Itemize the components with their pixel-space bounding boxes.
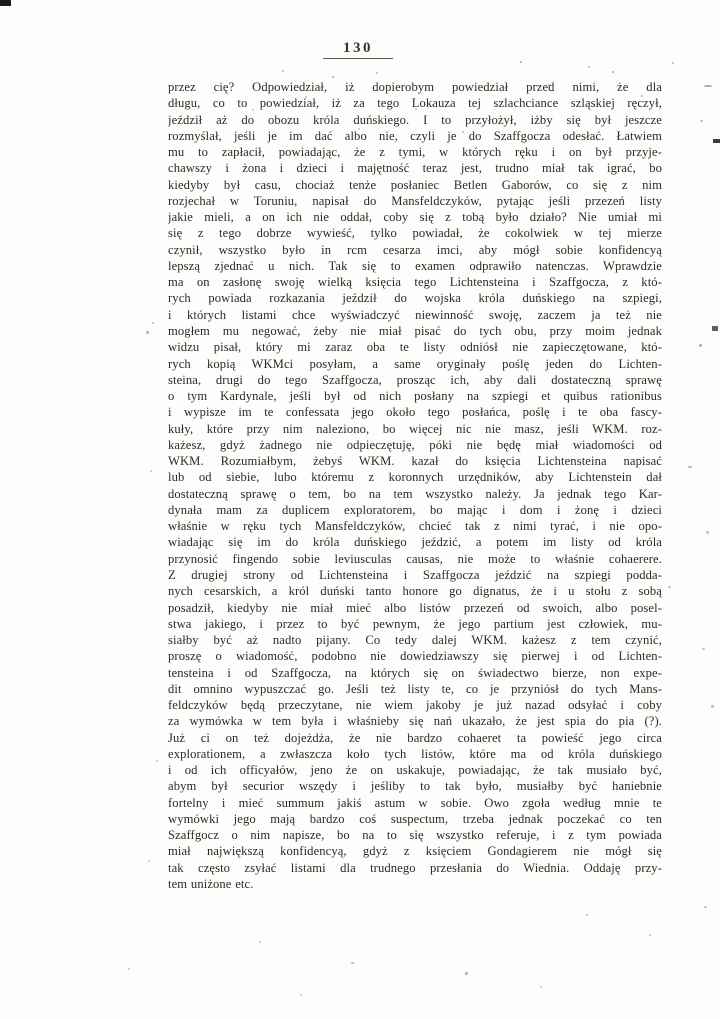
text-line: steina, drugi do tego Szaffgocza, prosząc ich, aby dali dostateczną sprawę xyxy=(168,372,662,387)
scan-speck xyxy=(152,322,154,324)
text-line: i od ich officyałów, jeno że on uskakuje, powiadając, że tak musiało być, xyxy=(168,763,662,778)
text-line: explorationem, a zwłaszcza koło tych listów, które ma od króla duńskiego xyxy=(168,746,662,761)
text-line: za wymówka w tem była i właśnieby się nań ukazało, że jest spia do pia (?). xyxy=(168,714,662,729)
scan-speck xyxy=(128,968,130,970)
text-line: i których listami chce wyświadczyć niewinność swoję, zaczem ja też nie xyxy=(168,307,662,322)
text-line: Szaffgocz o nim napisze, bo na to się wszystko referuje, i z tym powiada xyxy=(168,828,662,843)
scan-speck xyxy=(300,994,302,996)
scan-speck xyxy=(712,326,718,331)
scan-speck xyxy=(612,71,614,73)
text-line: widzu pisał, który mi zaraz oba te listy odniósł nie zapieczętowane, któ- xyxy=(168,340,662,355)
scan-speck xyxy=(704,906,707,908)
text-line: o tym Kardynale, jeśli był od nich posłany na szpiegi et quibus rationibus xyxy=(168,389,662,404)
text-line: każesz, gdyż żadnego nie odpieczętuję, póki nie będę miał wiadomości od xyxy=(168,437,662,452)
scan-speck xyxy=(706,531,709,534)
text-line: stwa jakiego, i przez to być pewnym, że jego partium jest człowiek, mu- xyxy=(168,616,662,631)
text-line: wymówki jego mają bardzo coś suspectum, trzeba jednak poczekać co ten xyxy=(168,811,662,826)
text-line: tem uniżone etc. xyxy=(168,877,254,892)
scan-speck xyxy=(148,860,150,862)
text-line: nych cesarskich, a król duński tanto honore go dignatus, że i u stołu z sobą xyxy=(168,584,662,599)
text-line: proszę o wiadomość, podobno nie dowiedziawszy się pierwej i od Lichten- xyxy=(168,649,662,664)
scan-speck xyxy=(711,705,714,708)
text-line: lepszą zjednać u nich. Tak się to examen odprawiło natenczas. Wprawdzie xyxy=(168,258,662,273)
scan-speck xyxy=(704,85,712,87)
text-line: się z tego dobrze wywieść, tylko powiadał, że cokolwiek w tej mierze xyxy=(168,226,662,241)
text-line: rych powiada rozkazania jeździł do wojska króla duńskiego na szpiegi, xyxy=(168,291,662,306)
text-line: wiadając się im do króla duńskiego jeździć, a potem im listy od króla xyxy=(168,535,662,550)
text-line: dit omnino wypuszczać go. Jeśli też listy te, co je przyniósł do tych Mans- xyxy=(168,681,662,696)
scan-speck xyxy=(586,914,588,916)
text-line: posadził, kiedyby nie miał mieć albo listów przezeń od swoich, albo posel- xyxy=(168,600,662,615)
text-line: feldczyków będą przeczytane, nie wiem jakoby je już nazad odsyłać i coby xyxy=(168,698,662,713)
text-line: rozjechał w Toruniu, napisał do Mansfeldczyków, pytając jeśli przezeń listy xyxy=(168,193,662,208)
text-line: przez cię? Odpowiedział, iż dopierobym powiedział przed nimi, że dla xyxy=(168,80,662,94)
text-line: dostateczną sprawę o tem, bo na tem wszystko należy. Ja jednak tego Kar- xyxy=(168,486,662,501)
text-line: ma on zasłonę swoję wielką księcia tego Lichtensteina i Szaffgocza, z któ- xyxy=(168,275,662,290)
text-line: fortelny i mieć summum jakiś astum w sobie. Owo zgoła według mnie te xyxy=(168,795,662,810)
scan-speck xyxy=(700,120,703,122)
scan-speck xyxy=(146,331,149,334)
page-number-rule xyxy=(323,58,393,59)
scan-speck xyxy=(150,470,152,472)
scan-speck xyxy=(465,972,468,975)
text-line: lub od siebie, lubo któremu z koronnych urzędników, aby Lichtenstein dał xyxy=(168,470,662,485)
text-line: kiedyby był casu, chociaż tenże posłaniec Betlen Gaborów, co się z nim xyxy=(168,177,662,192)
text-line: i wypisze im te confessata jego około tego posłańca, poślę i te oba fascy- xyxy=(168,405,662,420)
scan-speck xyxy=(688,466,692,468)
scan-speck xyxy=(259,941,261,943)
scan-speck xyxy=(351,962,354,964)
scan-speck xyxy=(699,344,702,347)
text-line: Z drugiej strony od Lichtensteina i Szaffgocza jeździć na szpiegi podda- xyxy=(168,567,662,582)
text-line: miał największą konfidencyą, gdyż z księciem Gondagierem nie mógł się xyxy=(168,844,662,859)
page-header xyxy=(320,40,396,59)
text-line: Już ci on też dojeżdża, że nie bardzo cohaeret ta powieść jego circa xyxy=(168,730,662,745)
text-line: czynił, wszystko było in rcm cesarza imci, aby mógł sobie konfidencyą xyxy=(168,242,662,257)
scan-speck xyxy=(668,586,671,588)
scan-speck xyxy=(672,62,674,64)
text-line: tensteina i od Szaffgocza, na których się on świadectwo bierze, non expe- xyxy=(168,665,662,680)
text-line: mogłem mu negować, żeby nie miał pisać do tych obu, przy moim jednak xyxy=(168,323,662,338)
body-paragraph xyxy=(168,79,662,892)
text-line: właśnie w ręku tych Mansfeldczyków, chcieć tak z nimi tyrać, i nie opo- xyxy=(168,519,662,534)
text-line: jeździł aż do obozu króla duńskiego. I to przyłożył, iżby się był jeszcze xyxy=(168,112,662,127)
page-number: 130 xyxy=(343,40,373,56)
text-line: rozmyślał, jeśli je im dać albo nie, czyli je do Szaffgocza odesłać. Łatwiem xyxy=(168,128,662,143)
text-line: chawszy i żona i dzieci i majętność teraz jest, trudno miał tak igrać, bo xyxy=(168,161,662,176)
scan-speck xyxy=(156,760,158,762)
text-line: WKM. Rozumiałbym, żebyś WKM. kazał do księcia Lichtensteina napisać xyxy=(168,454,662,469)
scan-speck xyxy=(649,934,651,936)
text-line: siałby być aż nadto pijany. Co tedy dalej WKM. każesz z tem czynić, xyxy=(168,633,662,648)
text-line: jakie mieli, a on ich nie oddał, coby się z tobą było działo? Nie umiał mi xyxy=(168,210,662,225)
scan-speck xyxy=(588,66,590,68)
text-line: rych kopią WKMci posyłam, a same oryginały poślę jeden do Lichten- xyxy=(168,356,662,371)
text-line: kuły, które przy nim naleziono, bo więcej nic nie masz, jeśli WKM. roz- xyxy=(168,421,662,436)
scan-speck xyxy=(282,70,284,72)
scan-speck xyxy=(520,61,522,63)
text-line: abym był securior wszędy i jeśliby to tak było, musiałby być haniebnie xyxy=(168,779,662,794)
text-line: tak często zsyłać listami dla trudnego przesłania do Wiednia. Oddaję przy- xyxy=(168,860,662,875)
scan-speck xyxy=(332,76,334,78)
scan-speck xyxy=(702,648,705,650)
scan-speck xyxy=(376,72,378,74)
text-line: mu to zapłacił, powiadając, że z tymi, w których ręku i on był przyje- xyxy=(168,145,662,160)
scan-speck xyxy=(540,986,542,988)
scan-speck xyxy=(713,139,720,143)
text-line: długu, co to powiedział, iż za tego Lokauza tej szlachciance szląskiej ręczył, xyxy=(168,96,662,111)
text-line: dynała mam za duplicem exploratorem, bo mając i dom i żonę i dzieci xyxy=(168,502,662,517)
text-line: przynosić fingendo sobie leviusculas causas, nie może to właśnie cohaerere. xyxy=(168,551,662,566)
scan-speck xyxy=(0,0,11,6)
